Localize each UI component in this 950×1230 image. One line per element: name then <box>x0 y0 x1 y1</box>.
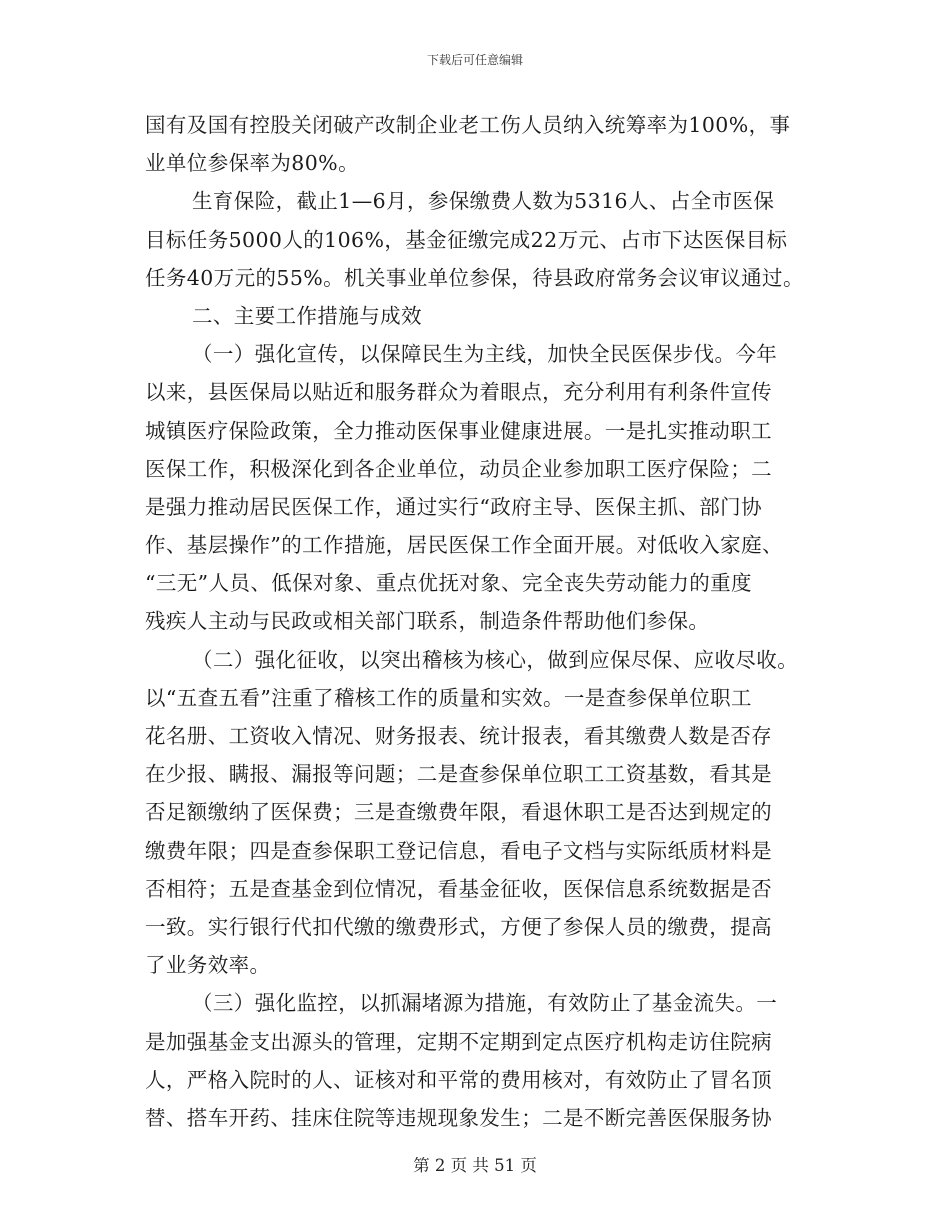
text-line: 一致。实行银行代扣代缴的缴费形式，方便了参保人员的缴费，提高 <box>145 914 772 939</box>
text-line: 缴费年限；四是查参保职工登记信息，看电子文档与实际纸质材料是 <box>145 838 772 863</box>
text-line: 人，严格入院时的人、证核对和平常的费用核对，有效防止了冒名顶 <box>145 1067 772 1092</box>
text-line: 是加强基金支出源头的管理，定期不定期到定点医疗机构走访住院病 <box>145 1029 772 1054</box>
page-number-footer: 第 2 页 共 51 页 <box>413 1156 537 1175</box>
paragraph-start: （一）强化宣传，以保障民生为主线，加快全民医保步伐。今年 <box>192 342 778 367</box>
text-line: 国有及国有控股关闭破产改制企业老工伤人员纳入统筹率为100%，事 <box>145 113 791 137</box>
text-line: 花名册、工资收入情况、财务报表、统计报表，看其缴费人数是否存 <box>145 724 772 748</box>
paragraph-start: 生育保险，截止1—6月，参保缴费人数为5316人、占全市医保 <box>192 189 775 214</box>
text-line: 作、基层操作”的工作措施，居民医保工作全面开展。对低收入家庭、 <box>145 533 783 558</box>
text-line: 以“五查五看”注重了稽核工作的质量和实效。一是查参保单位职工 <box>145 685 752 710</box>
paragraph-start: （三）强化监控，以抓漏堵源为措施，有效防止了基金流失。一 <box>192 991 778 1016</box>
text-line: “三无”人员、低保对象、重点优抚对象、完全丧失劳动能力的重度 <box>145 571 752 596</box>
text-line: 残疾人主动与民政或相关部门联系，制造条件帮助他们参保。 <box>145 609 710 634</box>
section-heading: 二、主要工作措施与成效 <box>192 303 422 328</box>
text-line: 在少报、瞒报、漏报等问题；二是查参保单位职工工资基数，看其是 <box>145 762 772 787</box>
text-line: 目标任务5000人的106%，基金征缴完成22万元、占市下达医保目标 <box>145 227 788 252</box>
text-line: 任务40万元的55%。机关事业单位参保，待县政府常务会议审议通过。 <box>145 265 804 290</box>
text-line: 否相符；五是查基金到位情况，看基金征收，医保信息系统数据是否 <box>145 876 772 901</box>
text-line: 否足额缴纳了医保费；三是查缴费年限，看退休职工是否达到规定的 <box>145 800 772 825</box>
paragraph-start: （二）强化征收，以突出稽核为核心，做到应保尽保、应收尽收。 <box>192 647 799 672</box>
text-line: 替、搭车开药、挂床住院等违规现象发生；二是不断完善医保服务协 <box>145 1105 772 1130</box>
text-line: 医保工作，积极深化到各企业单位，动员企业参加职工医疗保险；二 <box>145 456 772 481</box>
text-line: 了业务效率。 <box>145 953 271 978</box>
text-line: 以来，县医保局以贴近和服务群众为着眼点，充分利用有利条件宣传 <box>145 380 772 405</box>
text-line: 城镇医疗保险政策，全力推动医保事业健康进展。一是扎实推动职工 <box>145 418 772 443</box>
text-line: 是强力推动居民医保工作，通过实行“政府主导、医保主抓、部门协 <box>145 494 762 519</box>
page-header: 下载后可任意编辑 <box>426 53 523 67</box>
document-body <box>145 106 813 1137</box>
text-line: 业单位参保率为80%。 <box>145 151 359 176</box>
